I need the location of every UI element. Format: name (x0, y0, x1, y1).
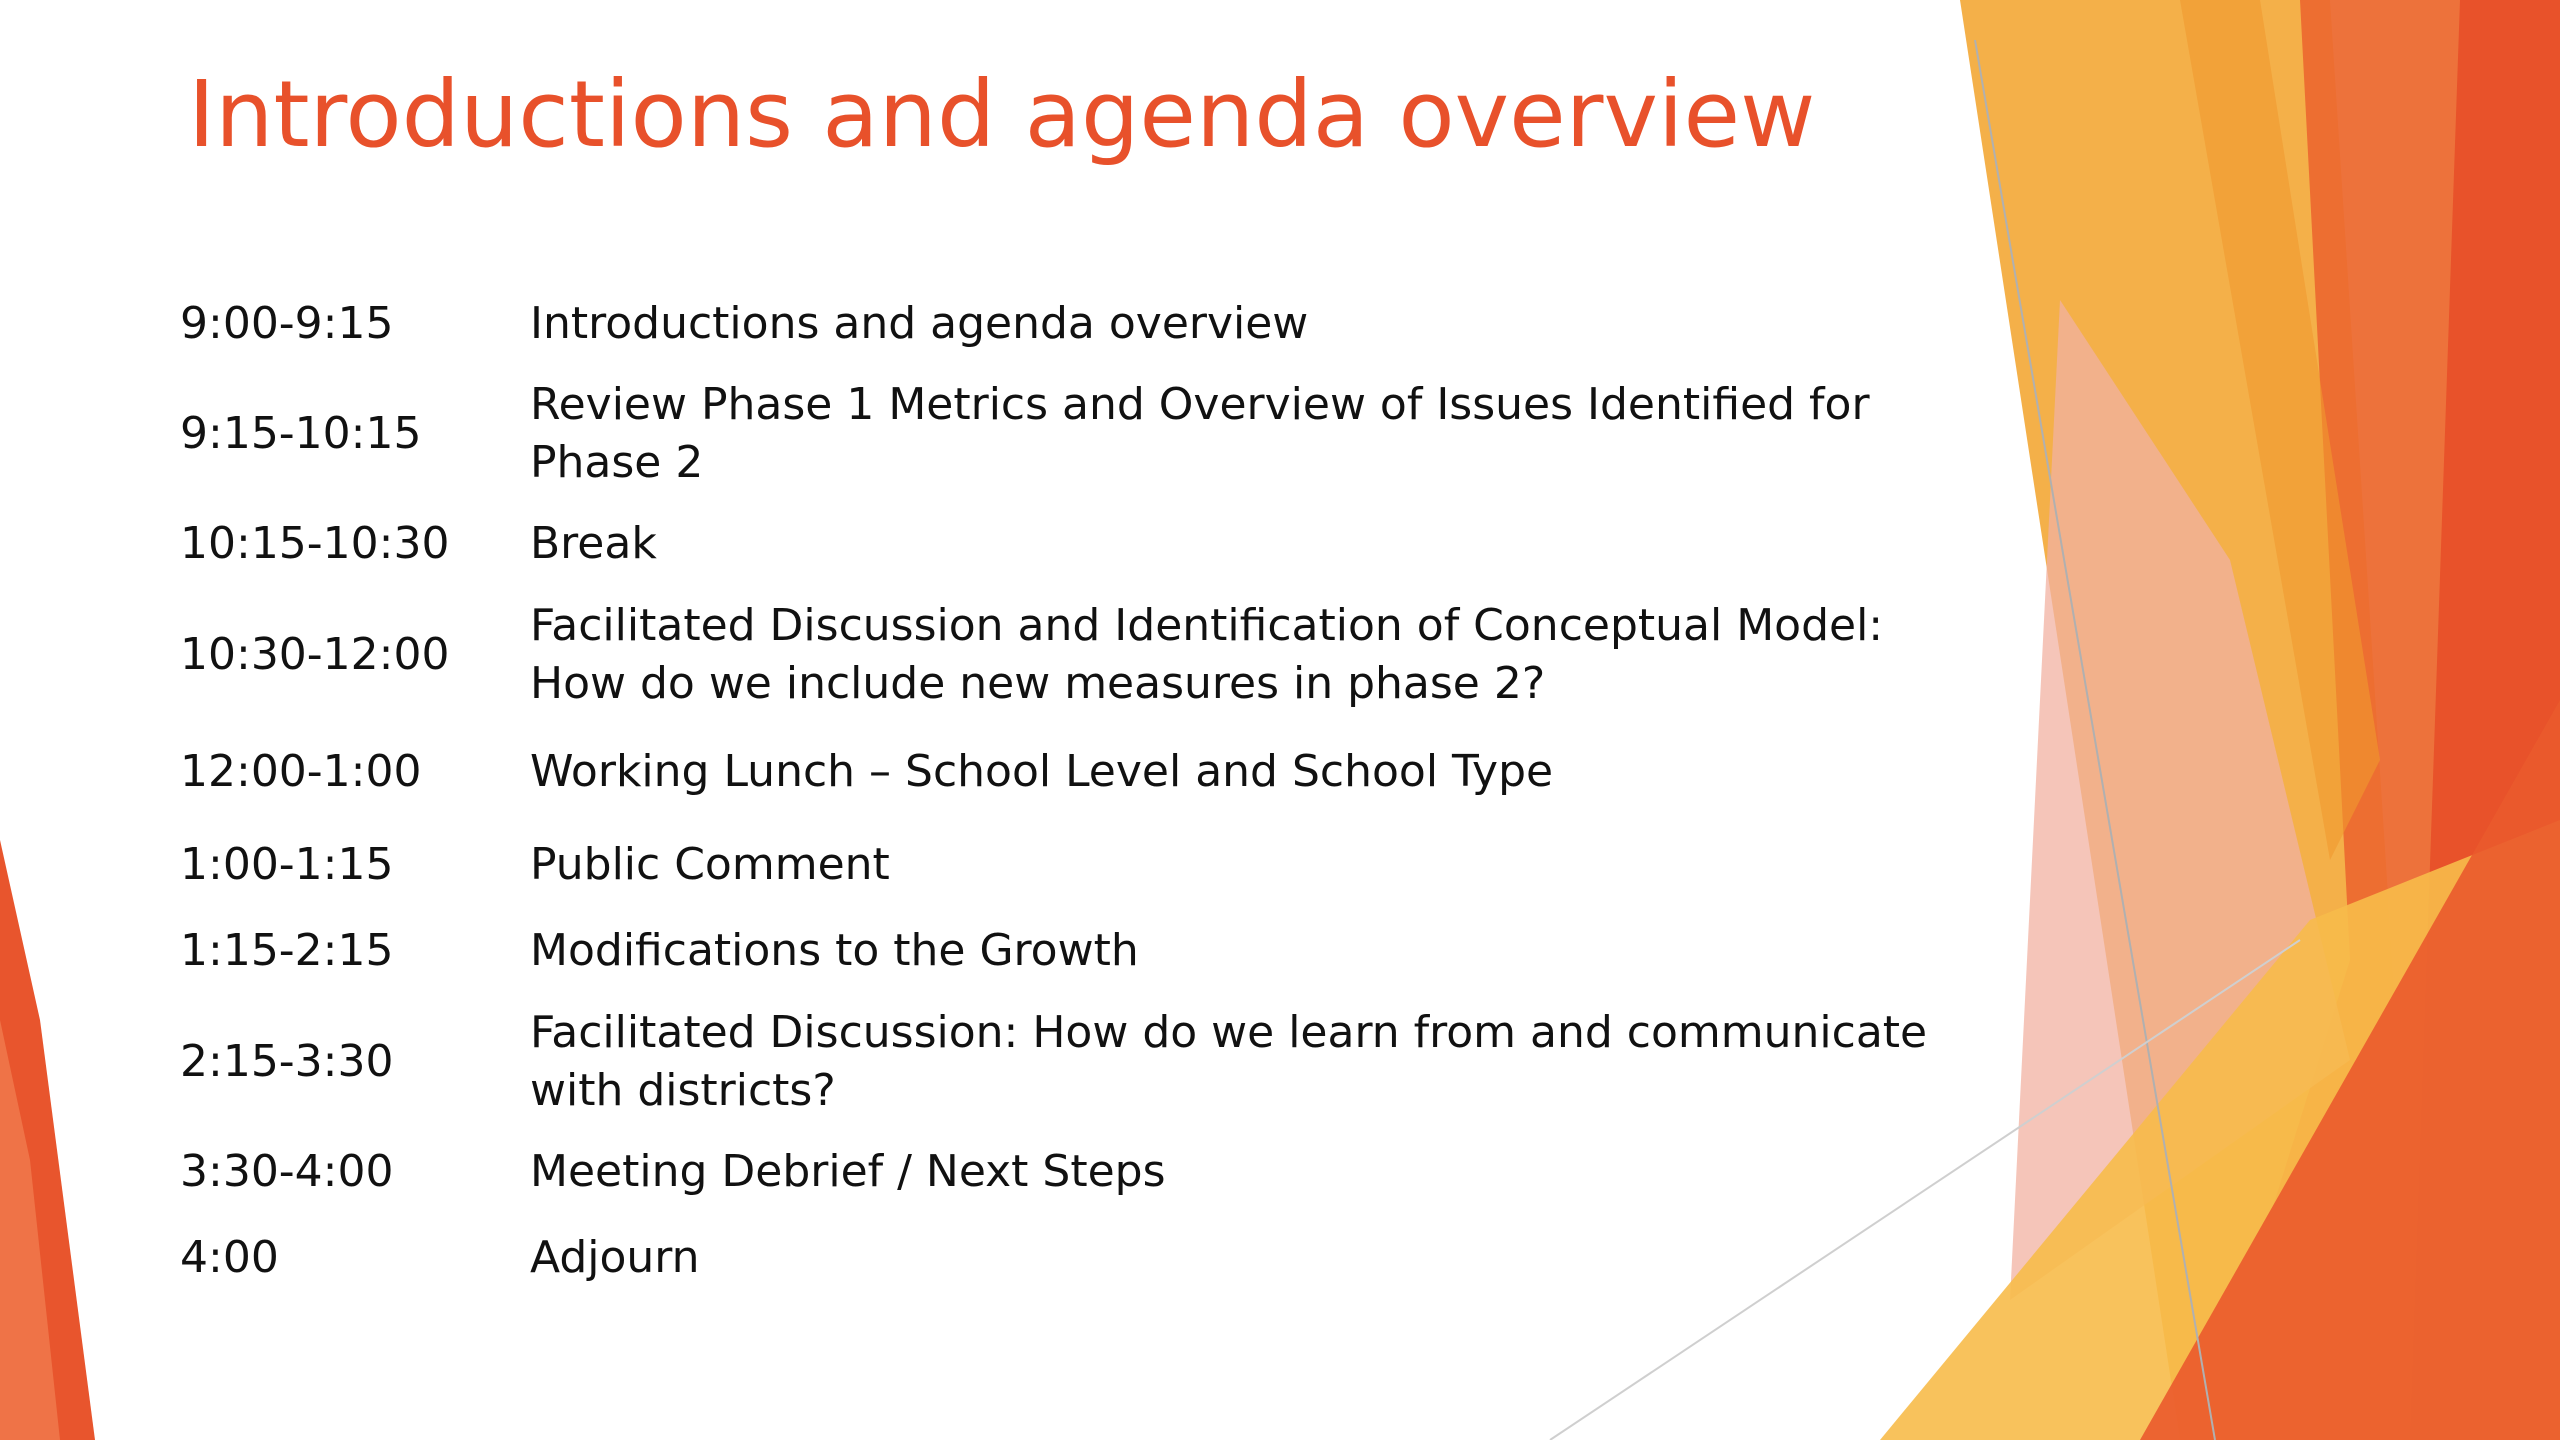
agenda-row (180, 836, 1930, 894)
agenda-time: 2:15-3:30 (180, 1036, 394, 1087)
agenda-time: 10:15-10:30 (180, 518, 450, 569)
agenda-row (180, 376, 1930, 492)
agenda-row (180, 1229, 1930, 1287)
agenda-time: 1:15-2:15 (180, 925, 394, 976)
agenda-item: Facilitated Discussion: How do we learn from and communicate with districts? (530, 1007, 1928, 1116)
agenda-row (180, 1143, 1930, 1201)
agenda-item: Introductions and agenda overview (530, 298, 1309, 349)
agenda-row (180, 295, 1930, 353)
agenda-time: 3:30-4:00 (180, 1146, 394, 1197)
agenda-row (180, 743, 1930, 801)
agenda-item: Break (530, 518, 657, 569)
agenda-time: 12:00-1:00 (180, 746, 422, 797)
agenda-item: Facilitated Discussion and Identification of Conceptual Model: How do we include new measures in phase 2? (530, 600, 1884, 709)
agenda-time: 9:00-9:15 (180, 298, 394, 349)
slide-title: Introductions and agenda overview (188, 61, 1816, 168)
agenda-row (180, 922, 1930, 980)
agenda-item: Public Comment (530, 839, 890, 890)
agenda-item: Modifications to the Growth (530, 925, 1139, 976)
agenda-time: 1:00-1:15 (180, 839, 394, 890)
agenda-item: Adjourn (530, 1232, 700, 1283)
agenda-row (180, 1004, 1930, 1120)
agenda-item: Working Lunch – School Level and School Type (530, 746, 1554, 797)
agenda-time: 9:15-10:15 (180, 408, 422, 459)
agenda-time: 10:30-12:00 (180, 629, 450, 680)
agenda-row (180, 597, 1930, 713)
agenda-item: Review Phase 1 Metrics and Overview of Issues Identified for Phase 2 (530, 379, 1870, 488)
agenda-time: 4:00 (180, 1232, 279, 1283)
agenda-row (180, 515, 1930, 573)
agenda-item: Meeting Debrief / Next Steps (530, 1146, 1166, 1197)
